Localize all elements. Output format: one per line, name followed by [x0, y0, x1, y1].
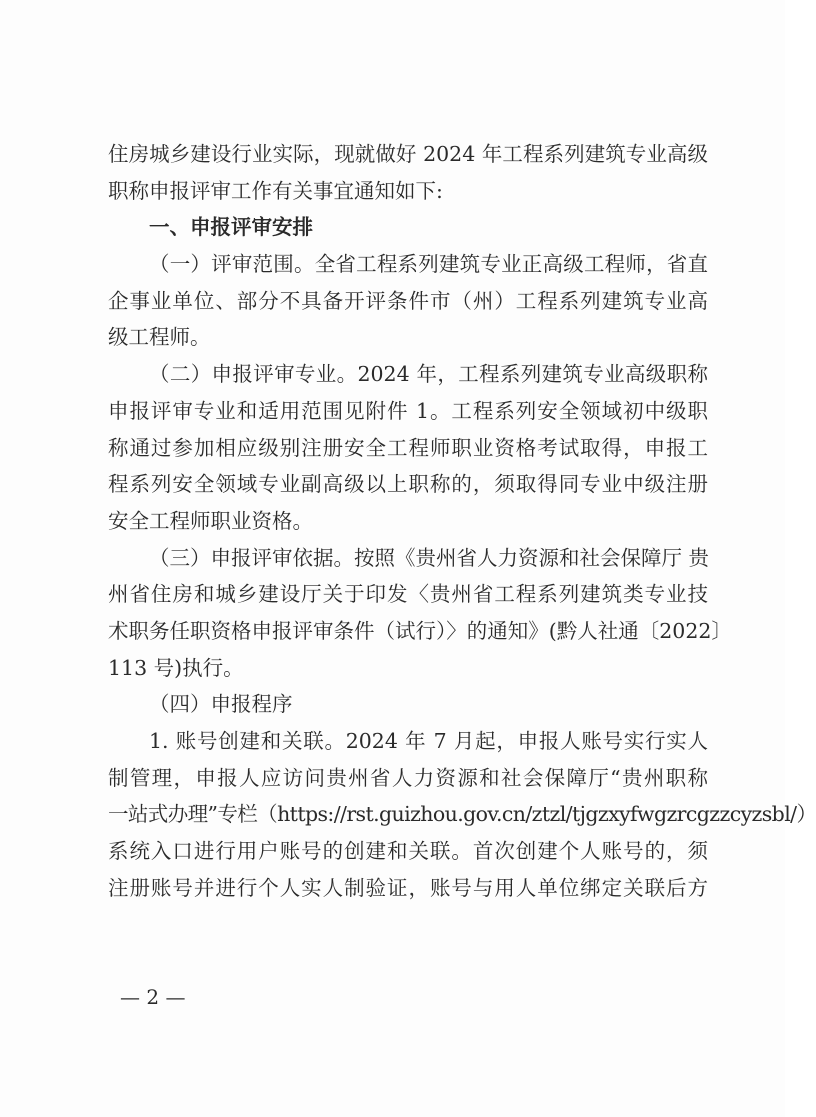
text-line: 级工程师。	[108, 325, 211, 350]
page-number: — 2 —	[120, 985, 186, 1009]
text-line: 程系列安全领域专业副高级以上职称的，须取得同专业中级注册	[108, 472, 708, 497]
text-line: 职称申报评审工作有关事宜通知如下:	[108, 178, 443, 203]
text-line: 系统入口进行用户账号的创建和关联。首次创建个人账号的，须	[108, 839, 708, 864]
text-line: 申报评审专业和适用范围见附件 1。工程系列安全领域初中级职	[108, 398, 708, 423]
paragraph-start-line: 1. 账号创建和关联。2024 年 7 月起，申报人账号实行实人	[149, 729, 708, 753]
text-line: 住房城乡建设行业实际，现就做好 2024 年工程系列建筑专业高级	[108, 142, 708, 166]
text-line: 一站式办理”专栏（https://rst.guizhou.gov.cn/ztzl/tjgzxyfwgzrcgzzcyzsbl/）	[108, 802, 816, 827]
paragraph-start-line: （三）申报评审依据。按照《贵州省人力资源和社会保障厅 贵	[149, 545, 710, 570]
section-heading: 一、申报评审安排	[149, 215, 313, 240]
document-body	[108, 136, 816, 906]
text-line: 企事业单位、部分不具备开评条件市（州）工程系列建筑专业高	[108, 288, 708, 313]
text-line: 安全工程师职业资格。	[108, 508, 313, 533]
text-line: 注册账号并进行个人实人制验证，账号与用人单位绑定关联后方	[108, 875, 708, 900]
text-line: 称通过参加相应级别注册安全工程师职业资格考试取得，申报工	[108, 435, 708, 460]
paragraph-start-line: （一）评审范围。全省工程系列建筑专业正高级工程师，省直	[149, 252, 708, 277]
text-line: 州省住房和城乡建设厅关于印发〈贵州省工程系列建筑类专业技	[108, 582, 708, 607]
text-line: 制管理，申报人应访问贵州省人力资源和社会保障厅“贵州职称	[108, 765, 708, 790]
text-line: 术职务任职资格申报评审条件（试行）〉的通知》(黔人社通〔2022〕	[108, 618, 732, 643]
paragraph-start-line: （二）申报评审专业。2024 年，工程系列建筑专业高级职称	[149, 362, 708, 387]
text-line: 113 号)执行。	[108, 655, 244, 680]
subsection-heading: （四）申报程序	[149, 692, 293, 717]
